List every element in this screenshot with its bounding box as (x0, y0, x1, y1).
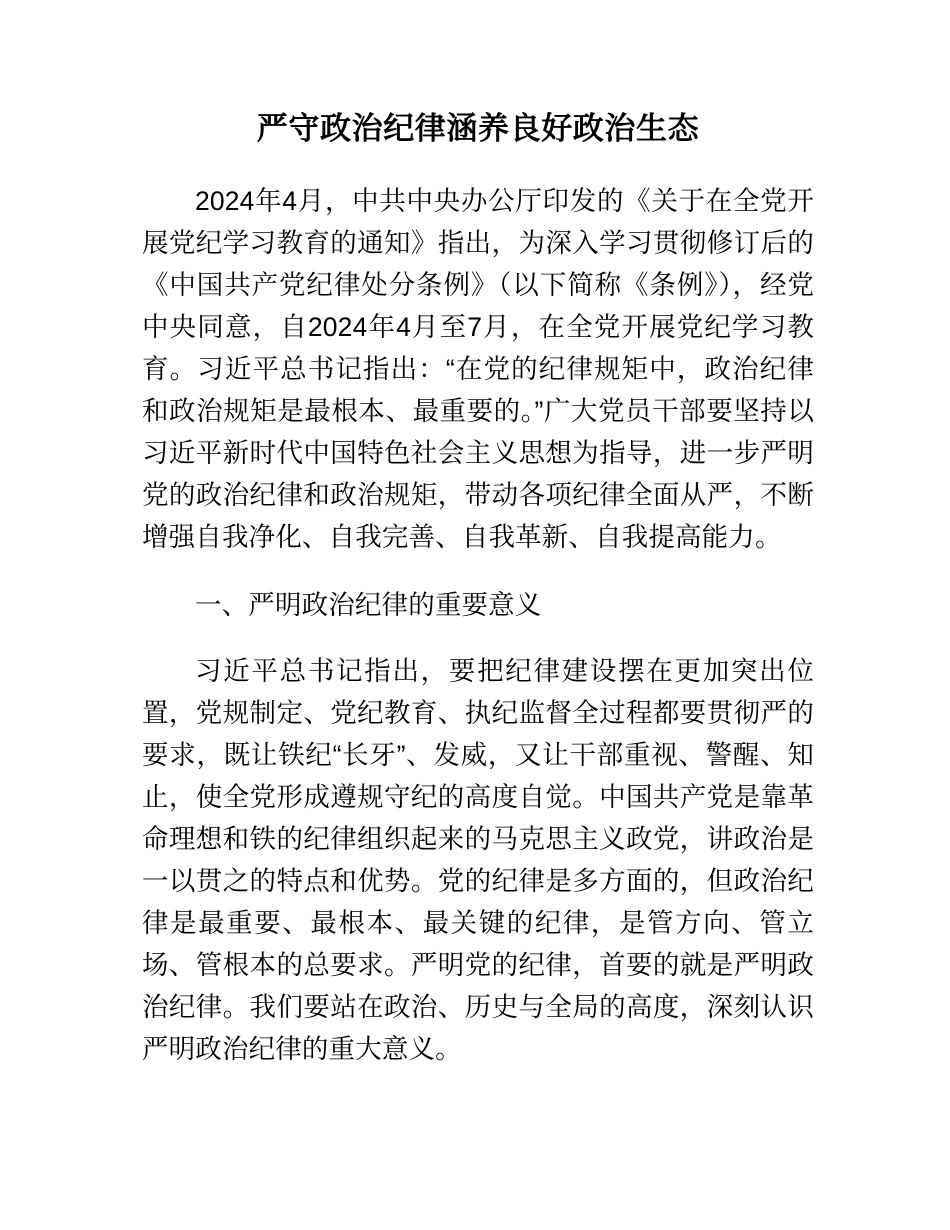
paragraph-2: 习近平总书记指出，要把纪律建设摆在更加突出位置，党规制定、党纪教育、执纪监督全过程都要贯彻严的要求，既让铁纪“长牙”、发威，又让干部重视、警醒、知止，使全党形成遵规守纪的高度自觉。中国共产党是靠革命理想和铁的纪律组织起来的马克思主义政党，讲政治是一以贯之的特点和优势。党的纪律是多方面的，但政治纪律是最重要、最根本、最关键的纪律，是管方向、管立场、管根本的总要求。严明党的纪律，首要的就是严明政治纪律。我们要站在政治、历史与全局的高度，深刻认识严明政治纪律的重大意义。 (142, 656, 814, 1064)
document-text-column (142, 0, 814, 1070)
paragraph-1: 2024年4月，中共中央办公厅印发的《关于在全党开展党纪学习教育的通知》指出，为深入学习贯彻修订后的《中国共产党纪律处分条例》（以下简称《条例》），经党中央同意，自2024年4月至7月，在全党开展党纪学习教育。习近平总书记指出：“在党的纪律规矩中，政治纪律和政治规矩是最根本、最重要的。”广大党员干部要坚持以习近平新时代中国特色社会主义思想为指导，进一步严明党的政治纪律和政治规矩，带动各项纪律全面从严，不断增强自我净化、自我完善、自我革新、自我提高能力。 (142, 186, 814, 552)
document-title: 严守政治纪律涵养良好政治生态 (256, 111, 700, 146)
section-heading-1: 一、严明政治纪律的重要意义 (195, 590, 542, 620)
